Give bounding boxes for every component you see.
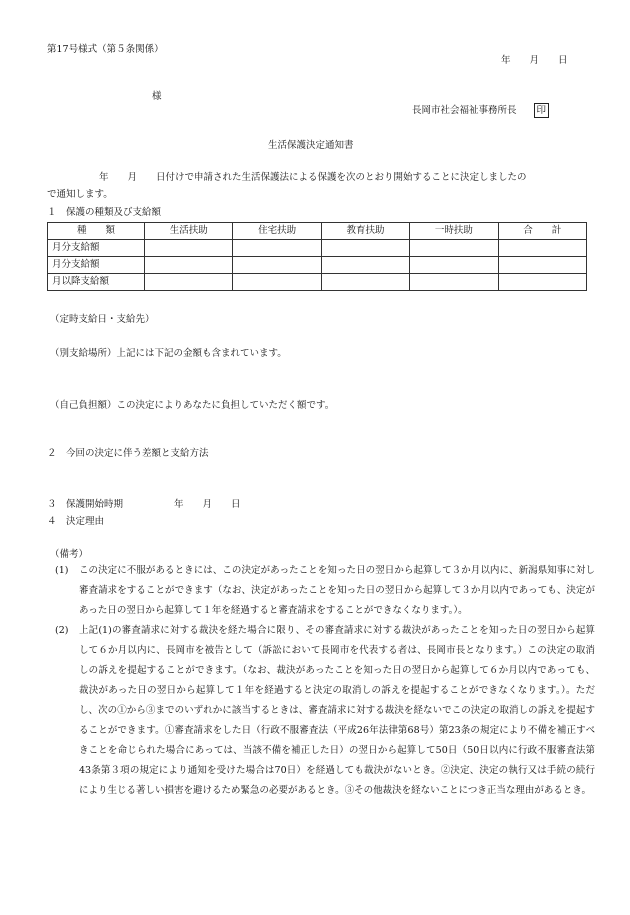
table-cell — [233, 240, 321, 257]
section-3-heading: ３ 保護開始時期 — [47, 499, 124, 510]
table-row — [48, 257, 587, 274]
notes-list — [55, 561, 595, 801]
intro-line-2: で通知します。 — [47, 189, 113, 200]
separate-payment-label: （別支給場所）上記には下記の金額も含まれています。 — [50, 348, 287, 359]
table-cell — [410, 240, 498, 257]
note-item — [55, 621, 595, 801]
section-1-heading: １ 保護の種類及び支給額 — [47, 207, 162, 218]
row-label: 月分支給額 — [48, 240, 145, 257]
table-cell — [321, 240, 409, 257]
self-burden-label: （自己負担額）この決定によりあなたに負担していただく額です。 — [50, 400, 335, 411]
notes-title: （備考） — [50, 549, 89, 560]
table-header-row — [48, 223, 587, 240]
header-education-aid: 教育扶助 — [321, 223, 409, 240]
section-2-heading: ２ 今回の決定に伴う差額と支給方法 — [47, 448, 209, 459]
note-number: (2) — [55, 625, 69, 636]
table-cell — [145, 274, 233, 291]
header-living-aid: 生活扶助 — [145, 223, 233, 240]
table-cell — [233, 274, 321, 291]
table-cell — [145, 240, 233, 257]
table-cell — [498, 274, 586, 291]
note-text: この決定に不服があるときには、この決定があったことを知った日の翌日から起算して３か月以内に、新潟県知事に対し審査請求をすることができます（なお、決定があったことを知った日の翌日から起算して３か月以内であっても、決定があった日の翌日から起算して１年を経過すると審査請求をすることができなくなります。）。 — [79, 565, 595, 616]
note-item — [55, 561, 595, 621]
row-label: 月以降支給額 — [48, 274, 145, 291]
header-temporary-aid: 一時扶助 — [410, 223, 498, 240]
note-number: (1) — [55, 565, 69, 576]
table-row — [48, 274, 587, 291]
seal-box: 印 — [534, 103, 550, 118]
payment-table — [47, 222, 587, 291]
table-row — [48, 240, 587, 257]
header-housing-aid: 住宅扶助 — [233, 223, 321, 240]
intro-line-1: 年 月 日付けで申請された生活保護法による保護を次のとおり開始することに決定しましたの — [99, 172, 527, 183]
table-cell — [498, 240, 586, 257]
issuer-name: 長岡市社会福祉事務所長 — [412, 105, 517, 116]
table-cell — [321, 274, 409, 291]
note-text: 上記(1)の審査請求に対する裁決を経た場合に限り、その審査請求に対する裁決があったことを知った日の翌日から起算して６か月以内に、長岡市を被告として（訴訟において長岡市を代表する者は、長岡市長となります。）この決定の取消しの訴えを提起することができます。（なお、裁決があったことを知った日の翌日から起算して６か月以内であっても、裁決があった日の翌日から起算して１年を経過すると決定の取消しの訴えを提起することができなくなります。）。ただし、次の①から③までのいずれかに該当するときは、審査請求に対する裁決を経ないでこの決定の取消しの訴えを提起することができます。①審査請求をした日（行政不服審査法（平成26年法律第68号）第23条の規定により不備を補正すべきことを命じられた場合にあっては、当該不備を補正した日）の翌日から起算して50日（50日以内に行政不服審査法第43条第３項の規定により通知を受けた場合は70日）を経過しても裁決がないとき。②決定、決定の執行又は手続の続行により生じる著しい損害を避けるため緊急の必要があるとき。③その他裁決を経ないことにつき正当な理由があるとき。 — [79, 625, 595, 796]
row-label: 月分支給額 — [48, 257, 145, 274]
recipient-suffix: 様 — [152, 91, 162, 102]
table-cell — [410, 257, 498, 274]
issue-date: 年 月 日 — [501, 55, 568, 66]
header-total: 合 計 — [498, 223, 586, 240]
issuer — [412, 103, 549, 118]
table-cell — [233, 257, 321, 274]
table-cell — [145, 257, 233, 274]
section-4-heading: ４ 決定理由 — [47, 516, 105, 527]
document-title: 生活保護決定通知書 — [268, 140, 354, 151]
table-cell — [321, 257, 409, 274]
payday-label: （定時支給日・支給先） — [50, 314, 155, 325]
table-cell — [410, 274, 498, 291]
header-type: 種 類 — [48, 223, 145, 240]
form-number: 第17号様式（第５条関係） — [47, 44, 164, 55]
table-cell — [498, 257, 586, 274]
start-date: 年 月 日 — [174, 499, 241, 510]
